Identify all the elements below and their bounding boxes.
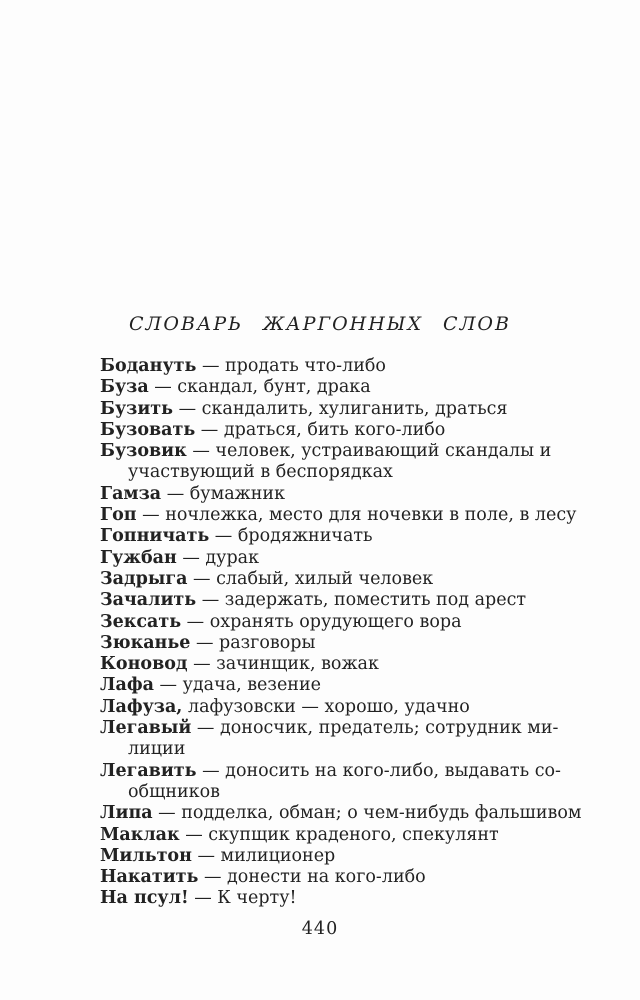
entry-definition: — бумажник xyxy=(161,483,286,504)
entry-term: Буза xyxy=(100,377,149,398)
entry-definition: — зачинщик, вожак xyxy=(187,654,379,675)
entry-definition: — скандалить, хулиганить, драться xyxy=(173,398,508,419)
dictionary-entry xyxy=(100,633,574,654)
entry-term: Бузовик xyxy=(100,441,187,462)
dictionary-entry xyxy=(100,803,582,824)
entry-term: Гоп xyxy=(100,505,137,526)
dictionary-entry xyxy=(100,888,574,909)
entry-term: Маклак xyxy=(100,824,180,845)
entry-term: Бузить xyxy=(100,398,174,419)
dictionary-entry xyxy=(100,526,574,547)
dictionary-entry xyxy=(100,697,574,718)
entry-term: Зексать xyxy=(100,611,182,632)
dictionary-entry xyxy=(100,356,574,377)
entry-definition: — человек, устраивающий скандалы и участвующий в беспорядках xyxy=(128,441,552,483)
entry-definition: — охранять орудующего вора xyxy=(181,611,462,632)
entry-definition: — подделка, обман; о чем-нибудь фальшивом xyxy=(152,803,582,824)
entry-definition: — скандал, бунт, драка xyxy=(148,377,371,398)
entry-definition: — разговоры xyxy=(190,632,316,653)
entry-definition: — доносить на кого-либо, выдавать со- общников xyxy=(128,760,561,802)
entry-term: Накатить xyxy=(100,867,199,888)
entry-term: На псул! xyxy=(100,888,189,909)
entry-definition: — доносчик, предатель; сотрудник ми- лиции xyxy=(128,718,559,760)
dictionary-entry xyxy=(100,761,574,804)
dictionary-entry xyxy=(100,548,574,569)
entry-definition: — дурак xyxy=(176,547,260,568)
entry-term: Гамза xyxy=(100,483,162,504)
dictionary-entry xyxy=(100,590,574,611)
entry-term: Легавый xyxy=(100,718,192,739)
dictionary-entry xyxy=(100,569,574,590)
entry-definition: — задержать, поместить под арест xyxy=(196,590,527,611)
dictionary-entry xyxy=(100,825,574,846)
entry-definition: — донести на кого-либо xyxy=(198,867,426,888)
entry-term: Легавить xyxy=(100,760,197,781)
dictionary-entry xyxy=(100,867,574,888)
entry-definition: — бродяжничать xyxy=(209,526,373,547)
entry-definition: — слабый, хилый человек xyxy=(187,568,434,589)
entry-term: Гопничать xyxy=(100,526,210,547)
entry-definition: — милиционер xyxy=(191,845,336,866)
entry-definition: лафузовски — хорошо, удачно xyxy=(182,696,470,717)
entry-definition: — удача, везение xyxy=(153,675,321,696)
entry-term: Лафуза, xyxy=(100,696,183,717)
dictionary-entry xyxy=(100,377,574,398)
dictionary-entry xyxy=(100,718,574,761)
dictionary-entry xyxy=(100,441,574,484)
entry-definition: — ночлежка, место для ночевки в поле, в лесу xyxy=(136,505,577,526)
entry-term: Бодануть xyxy=(100,356,197,376)
page-title: СЛОВАРЬ ЖАРГОННЫХ СЛОВ xyxy=(129,313,511,335)
dictionary-entry xyxy=(100,846,574,867)
entry-term: Гужбан xyxy=(100,547,177,568)
entry-term: Зюканье xyxy=(100,632,191,653)
dictionary-list xyxy=(100,356,582,910)
entry-term: Зачалить xyxy=(100,590,197,611)
entry-term: Лафа xyxy=(100,675,154,696)
entry-definition: — продать что-либо xyxy=(196,356,386,376)
dictionary-entry xyxy=(100,505,577,526)
entry-definition: — драться, бить кого-либо xyxy=(195,419,446,440)
entry-term: Липа xyxy=(100,803,153,824)
dictionary-entry xyxy=(100,484,574,505)
page-number: 440 xyxy=(301,918,339,939)
entry-term: Бузовать xyxy=(100,419,196,440)
entry-term: Мильтон xyxy=(100,845,192,866)
entry-definition: — К черту! xyxy=(188,888,297,909)
entry-definition: — скупщик краденого, спекулянт xyxy=(179,824,499,845)
dictionary-entry xyxy=(100,420,574,441)
dictionary-entry xyxy=(100,612,574,633)
dictionary-entry xyxy=(100,675,574,696)
entry-term: Коновод xyxy=(100,654,188,675)
entry-term: Задрыга xyxy=(100,568,188,589)
dictionary-entry xyxy=(100,654,574,675)
dictionary-entry xyxy=(100,399,574,420)
